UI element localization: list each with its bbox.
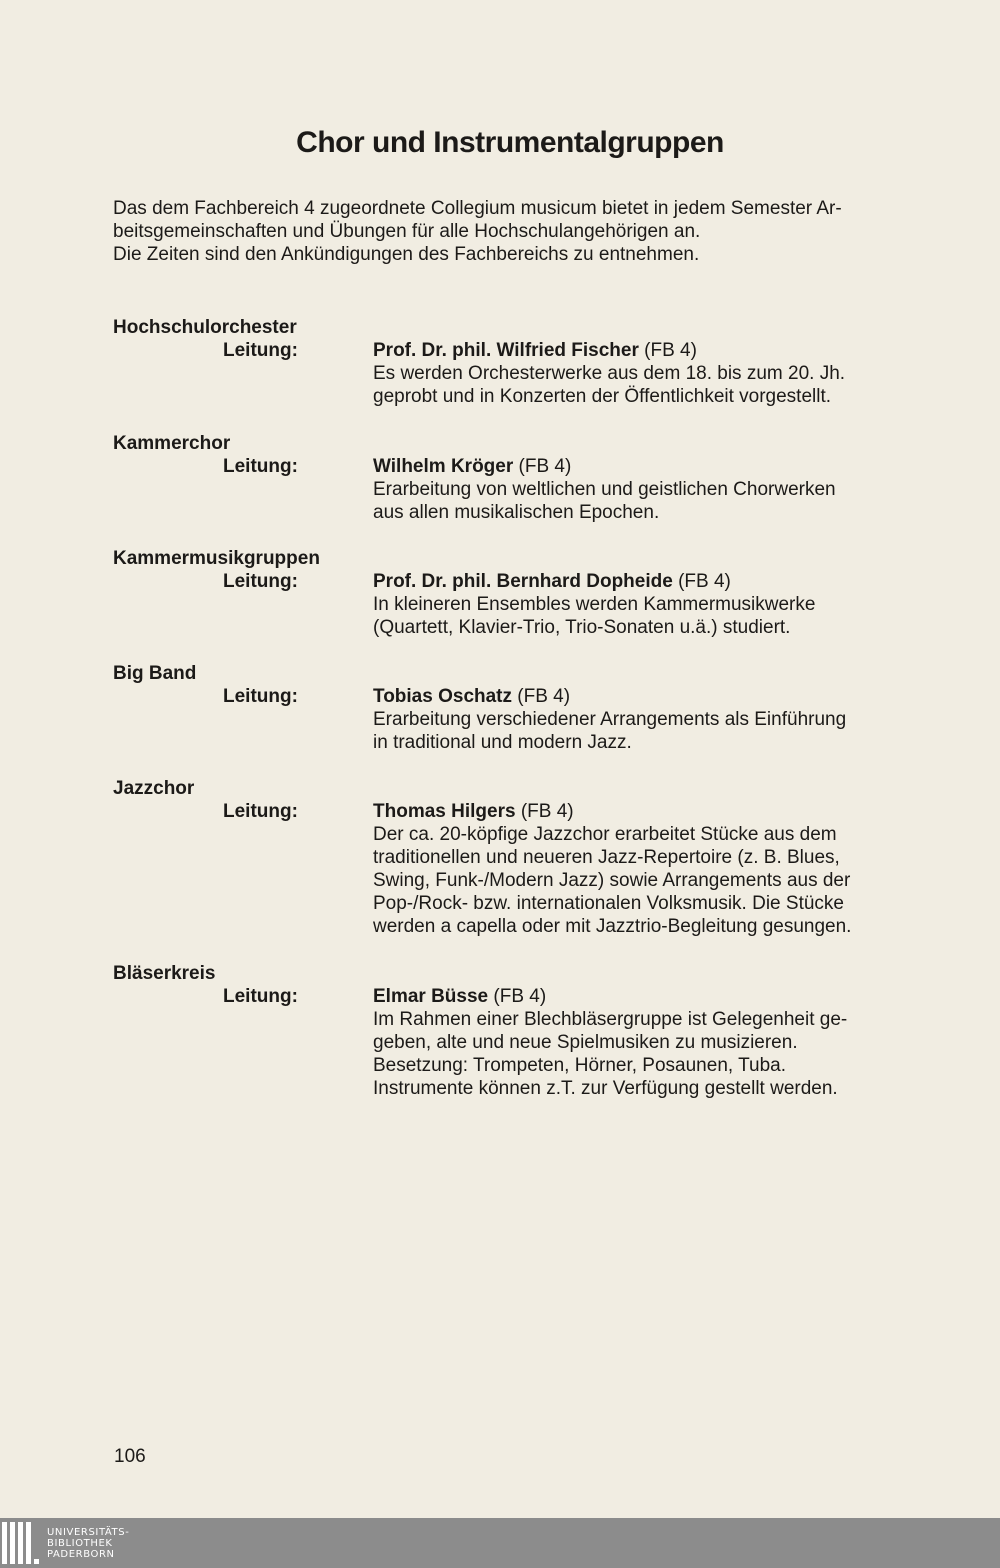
leader-name: Elmar Büsse [373,986,489,1007]
leader-row [113,455,913,524]
description-line: (Quartett, Klavier-Trio, Trio-Sonaten u.ä.) studiert. [373,617,791,638]
logo-line: BIBLIOTHEK [47,1537,113,1549]
leader-label: Leitung: [223,571,298,592]
leader-info [373,339,903,408]
leader-row [113,685,913,754]
leader-info [373,685,903,754]
intro-line: Das dem Fachbereich 4 zugeordnete Collegium musicum bietet in jedem Semester Ar- [113,198,842,219]
leader-row [113,570,913,639]
leader-row [113,800,913,938]
group-kammermusikgruppen [113,547,913,639]
group-hochschulorchester [113,316,913,408]
leader-name: Prof. Dr. phil. Wilfried Fischer [373,340,639,361]
description-line: traditionellen und neueren Jazz-Repertoire (z. B. Blues, [373,847,840,868]
leader-label: Leitung: [223,986,298,1007]
leader-row [113,339,913,408]
page-number: 106 [114,1446,146,1467]
group-kammerchor [113,432,913,524]
leader-info [373,800,903,938]
description-line: Instrumente können z.T. zur Verfügung gestellt werden. [373,1078,838,1099]
leader-label: Leitung: [223,340,298,361]
leader-info [373,985,903,1100]
description-line: geprobt und in Konzerten der Öffentlichkeit vorgestellt. [373,386,832,407]
library-logo [0,1520,129,1566]
logo-line: PADERBORN [47,1548,115,1560]
group-big-band [113,662,913,754]
page-title: Chor und Instrumentalgruppen [296,126,724,159]
description-line: Pop-/Rock- bzw. internationalen Volksmusik. Die Stücke [373,893,844,914]
department-tag: (FB 4) [678,571,731,592]
group-name: Bläserkreis [113,963,216,984]
leader-name: Prof. Dr. phil. Bernhard Dopheide [373,571,673,592]
leader-name: Thomas Hilgers [373,801,516,822]
library-footer-band [0,1518,1000,1568]
department-tag: (FB 4) [517,686,571,707]
description-line: Besetzung: Trompeten, Hörner, Posaunen, Tuba. [373,1055,786,1076]
description-line: aus allen musikalischen Epochen. [373,502,660,523]
library-logo-text [47,1527,129,1560]
group-jazzchor [113,777,913,938]
leader-label: Leitung: [223,456,298,477]
intro-line: Die Zeiten sind den Ankündigungen des Fachbereichs zu entnehmen. [113,244,700,265]
description-line: Erarbeitung von weltlichen und geistlichen Chorwerken [373,479,836,500]
description-line: in traditional und modern Jazz. [373,732,632,753]
description-line: Im Rahmen einer Blechbläsergruppe ist Gelegenheit ge- [373,1009,848,1030]
department-tag: (FB 4) [520,801,574,822]
description-line: Erarbeitung verschiedener Arrangements als Einführung [373,709,847,730]
leader-name: Wilhelm Kröger [373,456,514,477]
logo-line: UNIVERSITÄTS- [47,1526,130,1538]
leader-name: Tobias Oschatz [373,686,513,707]
description-line: In kleineren Ensembles werden Kammermusikwerke [373,594,816,615]
department-tag: (FB 4) [644,340,697,361]
group-name: Jazzchor [113,778,195,799]
department-tag: (FB 4) [493,986,547,1007]
group-blaeserkreis [113,962,913,1100]
leader-label: Leitung: [223,686,298,707]
intro-line: beitsgemeinschaften und Übungen für alle Hochschulangehörigen an. [113,221,701,242]
description-line: werden a capella oder mit Jazztrio-Begleitung gesungen. [373,916,852,937]
library-logo-bars-icon [2,1522,39,1564]
group-name: Big Band [113,663,197,684]
group-name: Kammerchor [113,433,231,454]
leader-info [373,570,903,639]
group-name: Hochschulorchester [113,317,297,338]
description-line: geben, alte und neue Spielmusiken zu musizieren. [373,1032,798,1053]
leader-row [113,985,913,1100]
leader-info [373,455,903,524]
intro-paragraph [113,197,913,266]
group-name: Kammermusikgruppen [113,548,320,569]
description-line: Der ca. 20-köpfige Jazzchor erarbeitet Stücke aus dem [373,824,837,845]
description-line: Swing, Funk-/Modern Jazz) sowie Arrangements aus der [373,870,851,891]
description-line: Es werden Orchesterwerke aus dem 18. bis zum 20. Jh. [373,363,846,384]
department-tag: (FB 4) [518,456,572,477]
leader-label: Leitung: [223,801,298,822]
